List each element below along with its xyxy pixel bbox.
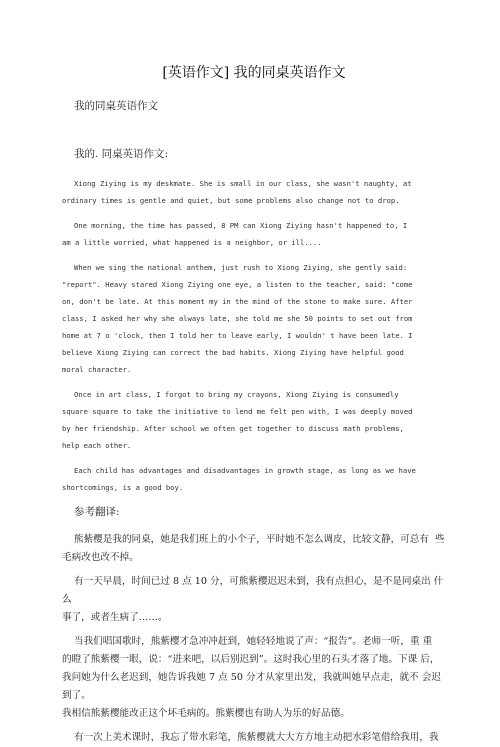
chinese-paragraph-1: 熊紫樱是我的同桌，她是我们班上的小个子，平时她不怎么调皮，比较文静，可总有 些 毛病改也改不掉。 [62, 534, 445, 563]
english-paragraph-5: Each child has advantages and disadvantages in growth stage, as long as we have shortcomings, is a good boy. [62, 466, 416, 492]
chinese-paragraph-3: 当我们唱国歌时，熊紫樱才急冲冲赶到，她轻轻地说了声：“报告”。老师一听，重 重 的瞪了熊紫樱一眼，说：“进来吧，以后别迟到”。这时我心里的石头才落了地。下课 后， 我问她为什么老迟到，她告诉我她 7 点 50 分才从家里出发，我就叫她早点走，就不 会迟到了。 我相信熊紫樱能改正这个坏毛病的。熊紫樱也有助人为乐的好品德。 [62, 636, 441, 719]
document-subtitle: 我的同桌英语作文 [74, 100, 158, 112]
english-paragraph-3: When we sing the national anthem, just rush to Xiong Ziying, she gently said: "report". Heavy stared Xiong Ziying one eye, a listen to the teacher, said: "come on, don't be late. At this moment my in the mind of the stone to make sure. After class, I asked her why she always late, she told me she 50 points to set out from home at 7 o 'clock, then I told her to leave early, I wouldn' t have been late. I believe Xiong Ziying can correct the bad habits. Xiong Ziying have helpful good moral character. [62, 263, 413, 374]
english-paragraph-4: Once in art class, I forgot to bring my crayons, Xiong Ziying is consumedly square square to take the initiative to lend me felt pen with, I was deeply moved by her friendship. After school we often get together to discuss math problems, help each other. [62, 390, 413, 450]
english-paragraph-1: Xiong Ziying is my deskmate. She is small in our class, she wasn't naughty, at ordinary times is gentle and quiet, but some problems also change not to drop. [62, 179, 412, 205]
essay-label: 我的. 同桌英语作文: [74, 148, 169, 160]
chinese-paragraph-2: 有一天早晨，时间已过 8 点 10 分，可熊紫樱迟迟未到，我有点担心，是不是同桌出 什么 事了，或者生病了……。 [62, 576, 444, 623]
chinese-paragraph-4: 有一次上美术课时，我忘了带水彩笔，熊紫樱就大大方方地主动把水彩笔借给我用，我 [74, 732, 439, 743]
reference-translation-label: 参考翻译: [74, 506, 120, 518]
english-paragraph-2: One morning, the time has passed, 8 PM can Xiong Ziying hasn't happened to, I am a little worried, what happened is a neighbor, or ill.... [62, 221, 408, 247]
document-title: [英语作文] 我的同桌英语作文 [162, 65, 346, 81]
